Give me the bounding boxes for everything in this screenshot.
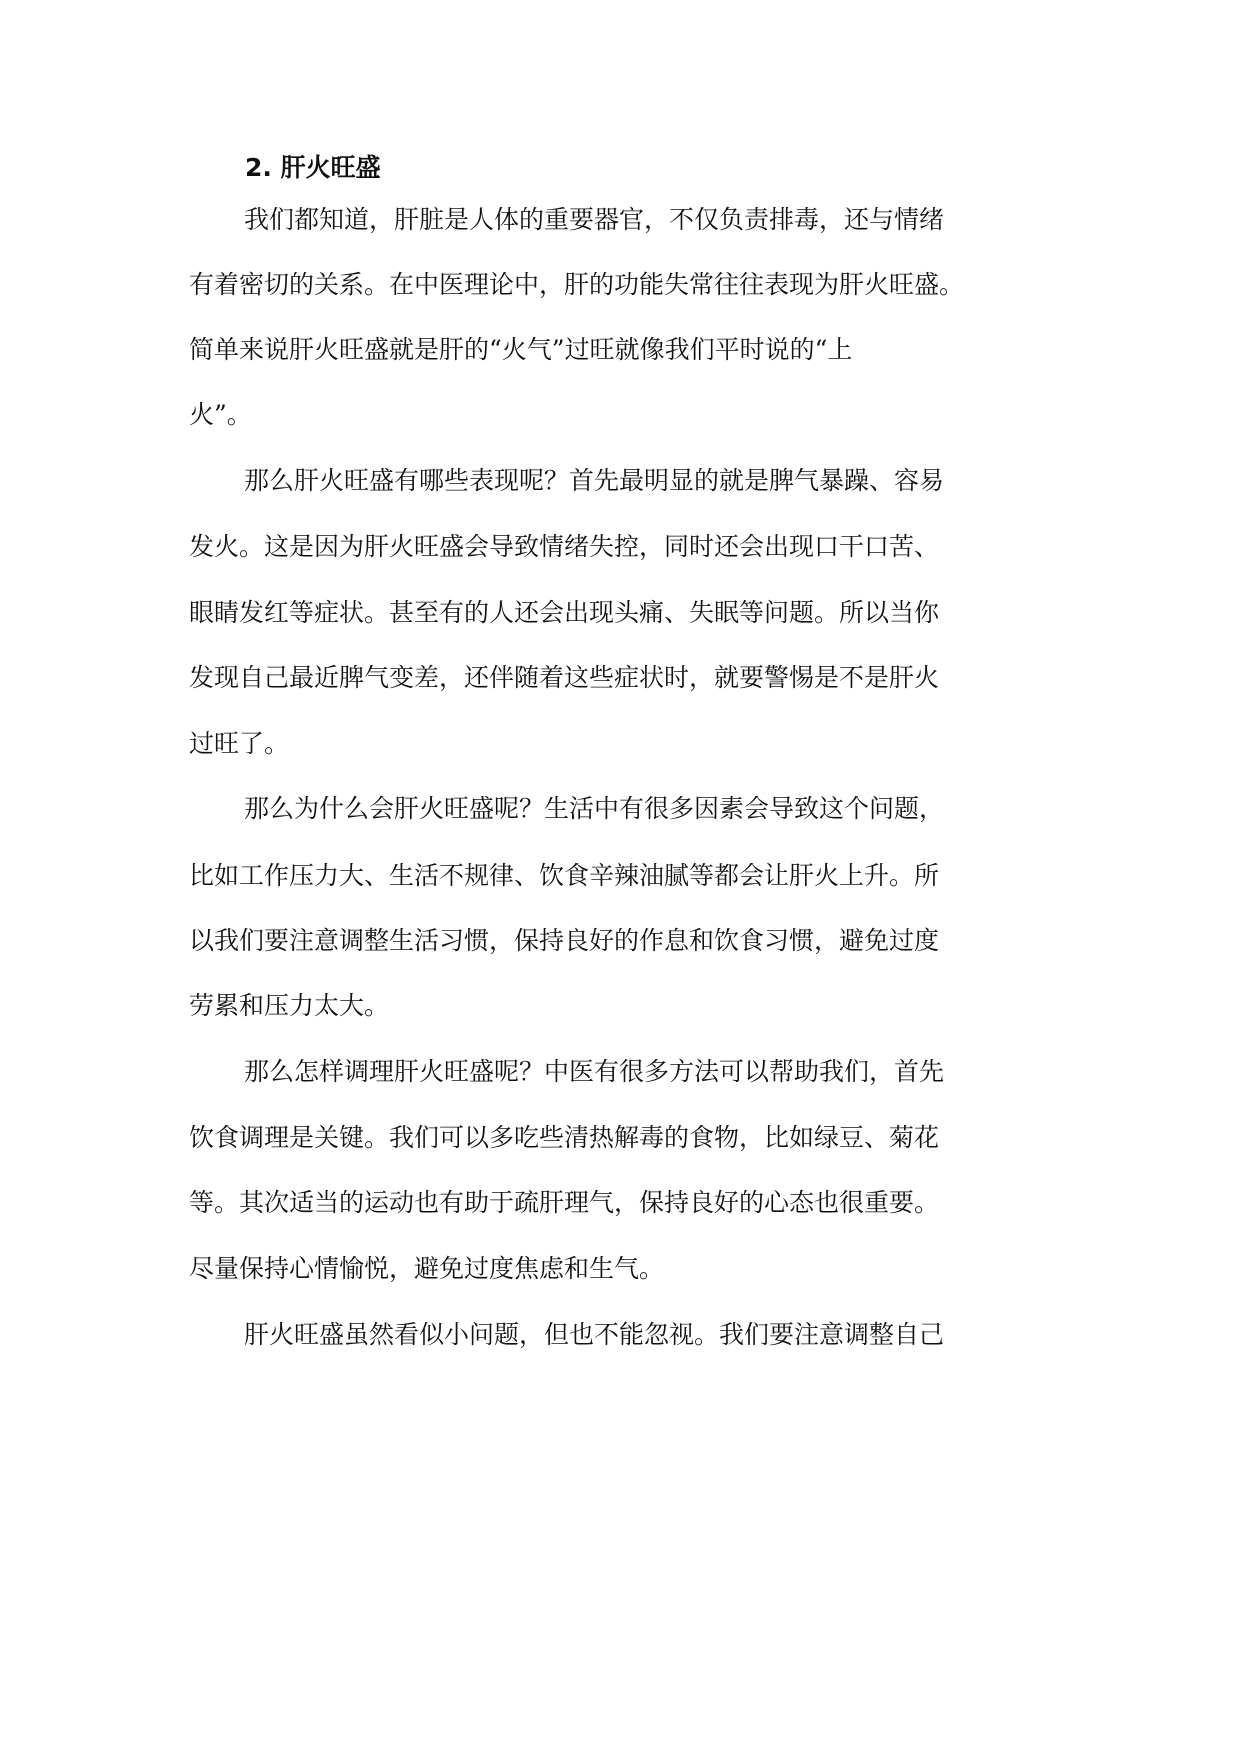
paragraph-3-line-1: 那么为什么会肝火旺盛呢？生活中有很多因素会导致这个问题， [244,794,945,823]
section-heading: 2. 肝火旺盛 [245,153,381,182]
paragraph-2-line-5: 过旺了。 [189,729,290,758]
paragraph-1-line-3: 简单来说肝火旺盛就是肝的“火气”过旺就像我们平时说的“上 [189,335,853,364]
paragraph-4-line-3: 等。其次适当的运动也有助于疏肝理气，保持良好的心态也很重要。 [189,1188,940,1217]
paragraph-2-line-2: 发火。这是因为肝火旺盛会导致情绪失控，同时还会出现口干口苦、 [189,532,940,561]
paragraph-1-line-1: 我们都知道，肝脏是人体的重要器官，不仅负责排毒，还与情绪 [244,205,945,234]
paragraph-2-line-3: 眼睛发红等症状。甚至有的人还会出现头痛、失眠等问题。所以当你 [189,598,940,627]
paragraph-2-line-4: 发现自己最近脾气变差，还伴随着这些症状时，就要警惕是不是肝火 [189,663,940,692]
paragraph-4-line-4: 尽量保持心情愉悦，避免过度焦虑和生气。 [189,1254,665,1283]
paragraph-4-line-1: 那么怎样调理肝火旺盛呢？中医有很多方法可以帮助我们，首先 [244,1057,945,1086]
paragraph-1-line-2: 有着密切的关系。在中医理论中，肝的功能失常往往表现为肝火旺盛。 [189,270,965,299]
paragraph-4-line-2: 饮食调理是关键。我们可以多吃些清热解毒的食物，比如绿豆、菊花 [189,1123,940,1152]
paragraph-3-line-4: 劳累和压力太大。 [189,991,390,1020]
paragraph-1-line-4: 火”。 [189,400,252,429]
paragraph-2-line-1: 那么肝火旺盛有哪些表现呢？首先最明显的就是脾气暴躁、容易 [244,466,945,495]
paragraph-3-line-3: 以我们要注意调整生活习惯，保持良好的作息和饮食习惯，避免过度 [189,926,940,955]
paragraph-3-line-2: 比如工作压力大、生活不规律、饮食辛辣油腻等都会让肝火上升。所 [189,861,940,890]
paragraph-5-line-1: 肝火旺盛虽然看似小问题，但也不能忽视。我们要注意调整自己 [244,1320,945,1349]
